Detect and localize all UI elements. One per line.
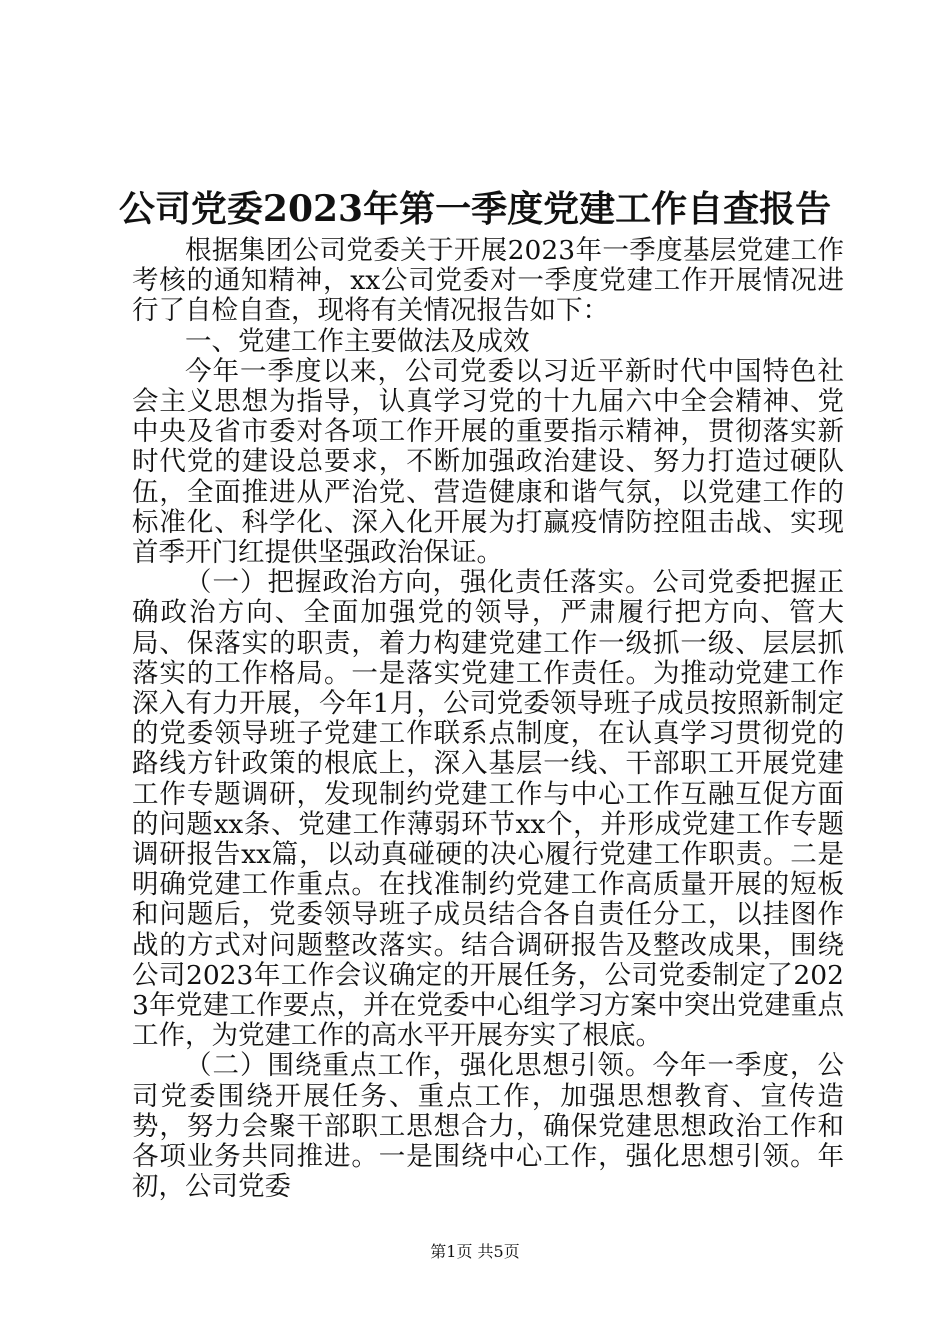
document-title: 公司党委2023年第一季度党建工作自查报告 [118, 188, 832, 230]
section-heading-1: 一、党建工作主要做法及成效 [185, 325, 530, 357]
paragraph-subsection-2: （二）围绕重点工作，强化思想引领。今年一季度，公司党委围绕开展任务、重点工作，加强思想教育、宣传造势，努力会聚干部职工思想合力，确保党建思想政治工作和各项业务共同推进。一是围绕中心工作，强化思想引领。年初，公司党委 [132, 1050, 844, 1203]
paragraph-intro: 根据集团公司党委关于开展2023年一季度基层党建工作考核的通知精神，xx公司党委对一季度党建工作开展情况进行了自检自查，现将有关情况报告如下： [132, 235, 844, 327]
document-body [132, 236, 844, 1203]
paragraph-subsection-1: （一）把握政治方向，强化责任落实。公司党委把握正确政治方向、全面加强党的领导，严肃履行把方向、管大局、保落实的职责，着力构建党建工作一级抓一级、层层抓落实的工作格局。一是落实党建工作责任。为推动党建工作深入有力开展，今年1月，公司党委领导班子成员按照新制定的党委领导班子党建工作联系点制度，在认真学习贯彻党的路线方针政策的根底上，深入基层一线、干部职工开展党建工作专题调研，发现制约党建工作与中心工作互融互促方面的问题xx条、党建工作薄弱环节xx个，并形成党建工作专题调研报告xx篇，以动真碰硬的决心履行党建工作职责。二是明确党建工作重点。在找准制约党建工作高质量开展的短板和问题后，党委领导班子成员结合各自责任分工，以挂图作战的方式对问题整改落实。结合调研报告及整改成果，围绕公司2023年工作会议确定的开展任务，公司党委制定了2023年党建工作要点，并在党委中心组学习方案中突出党建重点工作，为党建工作的高水平开展夯实了根底。 [132, 567, 844, 1052]
page-number-footer: 第1页 共5页 [430, 1242, 520, 1261]
paragraph-overview: 今年一季度以来，公司党委以习近平新时代中国特色社会主义思想为指导，认真学习党的十九届六中全会精神、党中央及省市委对各项工作开展的重要指示精神，贯彻落实新时代党的建设总要求，不断加强政治建设、努力打造过硬队伍，全面推进从严治党、营造健康和谐气氛，以党建工作的标准化、科学化、深入化开展为打赢疫情防控阻击战、实现首季开门红提供坚强政治保证。 [132, 355, 844, 569]
